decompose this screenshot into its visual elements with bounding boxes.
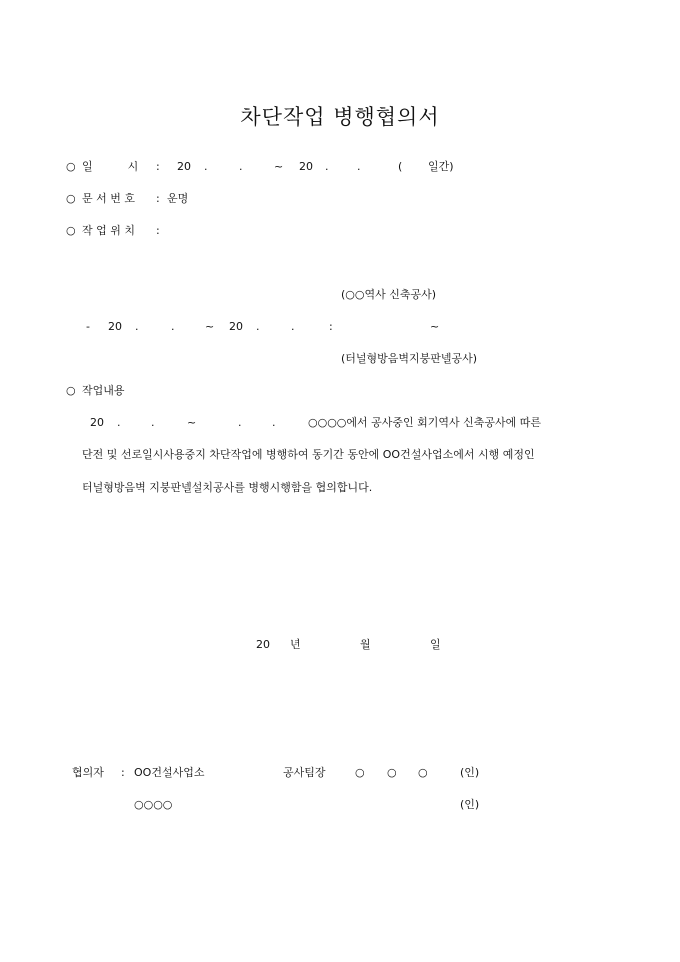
work-dot-2: . [151,416,155,429]
signer-position: 공사팀장 [283,766,326,779]
signing-day-unit: 일 [430,638,441,651]
date-start-year: 20 [177,160,191,173]
work-tilde: ~ [187,416,197,429]
location-bullet: ○ [66,224,76,237]
date-days: 일간) [428,160,454,173]
schedule-tilde-1: ~ [205,320,215,333]
date-end-dot-2: . [357,160,361,173]
doc-number-label: 문 서 번 호 [82,192,135,205]
signer-name-mark-2: ○ [387,766,397,779]
schedule-end-year: 20 [229,320,243,333]
work-dot-3: . [238,416,242,429]
doc-number-bullet: ○ [66,192,76,205]
signer-name-mark-3: ○ [418,766,428,779]
date-end-year: 20 [299,160,313,173]
signing-year: 20 [256,638,270,651]
schedule-end-dot-1: . [256,320,260,333]
project-1-label: (○○역사 신축공사) [341,288,437,301]
seal-2: (인) [460,798,480,811]
work-label: 작업내용 [82,384,125,397]
schedule-start-dot-2: . [171,320,175,333]
date-end-dot-1: . [325,160,329,173]
doc-number-value: 운명 [167,192,189,205]
signer-org-2: ○○○○ [134,798,173,811]
schedule-start-dot-1: . [135,320,139,333]
schedule-start-year: 20 [108,320,122,333]
signer-name-mark-1: ○ [355,766,365,779]
project-2-label: (터널형방음벽지붕판넬공사) [341,352,478,365]
signer-org-1: OO건설사업소 [134,766,205,779]
signing-year-unit: 년 [290,638,301,651]
schedule-colon: : [329,320,333,333]
work-line-2: 단전 및 선로일시사용중지 차단작업에 병행하여 동기간 동안에 OO건설사업소에서 시행 예정인 [82,448,535,461]
work-bullet: ○ [66,384,76,397]
location-colon: : [156,224,160,237]
date-label: 일 시 [82,160,139,173]
date-paren-open: ( [398,160,403,173]
schedule-end-dot-2: . [291,320,295,333]
work-line-3: 터널형방음벽 지붕판넬설치공사를 병행시행함을 협의합니다. [82,481,373,494]
schedule-dash: - [86,320,90,333]
location-label: 작 업 위 치 [82,224,135,237]
date-colon: : [156,160,160,173]
work-dot-4: . [272,416,276,429]
date-start-dot-1: . [204,160,208,173]
seal-1: (인) [460,766,480,779]
signer-label: 협의자 [72,766,104,779]
work-year: 20 [90,416,104,429]
date-bullet: ○ [66,160,76,173]
doc-number-colon: : [156,192,160,205]
work-dot-1: . [117,416,121,429]
signer-colon: : [121,766,125,779]
work-line-1-text: ○○○○에서 공사중인 회기역사 신축공사에 따른 [308,416,542,429]
schedule-tilde-2: ~ [430,320,440,333]
date-tilde: ~ [274,160,284,173]
document-title: 차단작업 병행협의서 [240,105,440,129]
date-start-dot-2: . [239,160,243,173]
signing-month-unit: 월 [360,638,371,651]
